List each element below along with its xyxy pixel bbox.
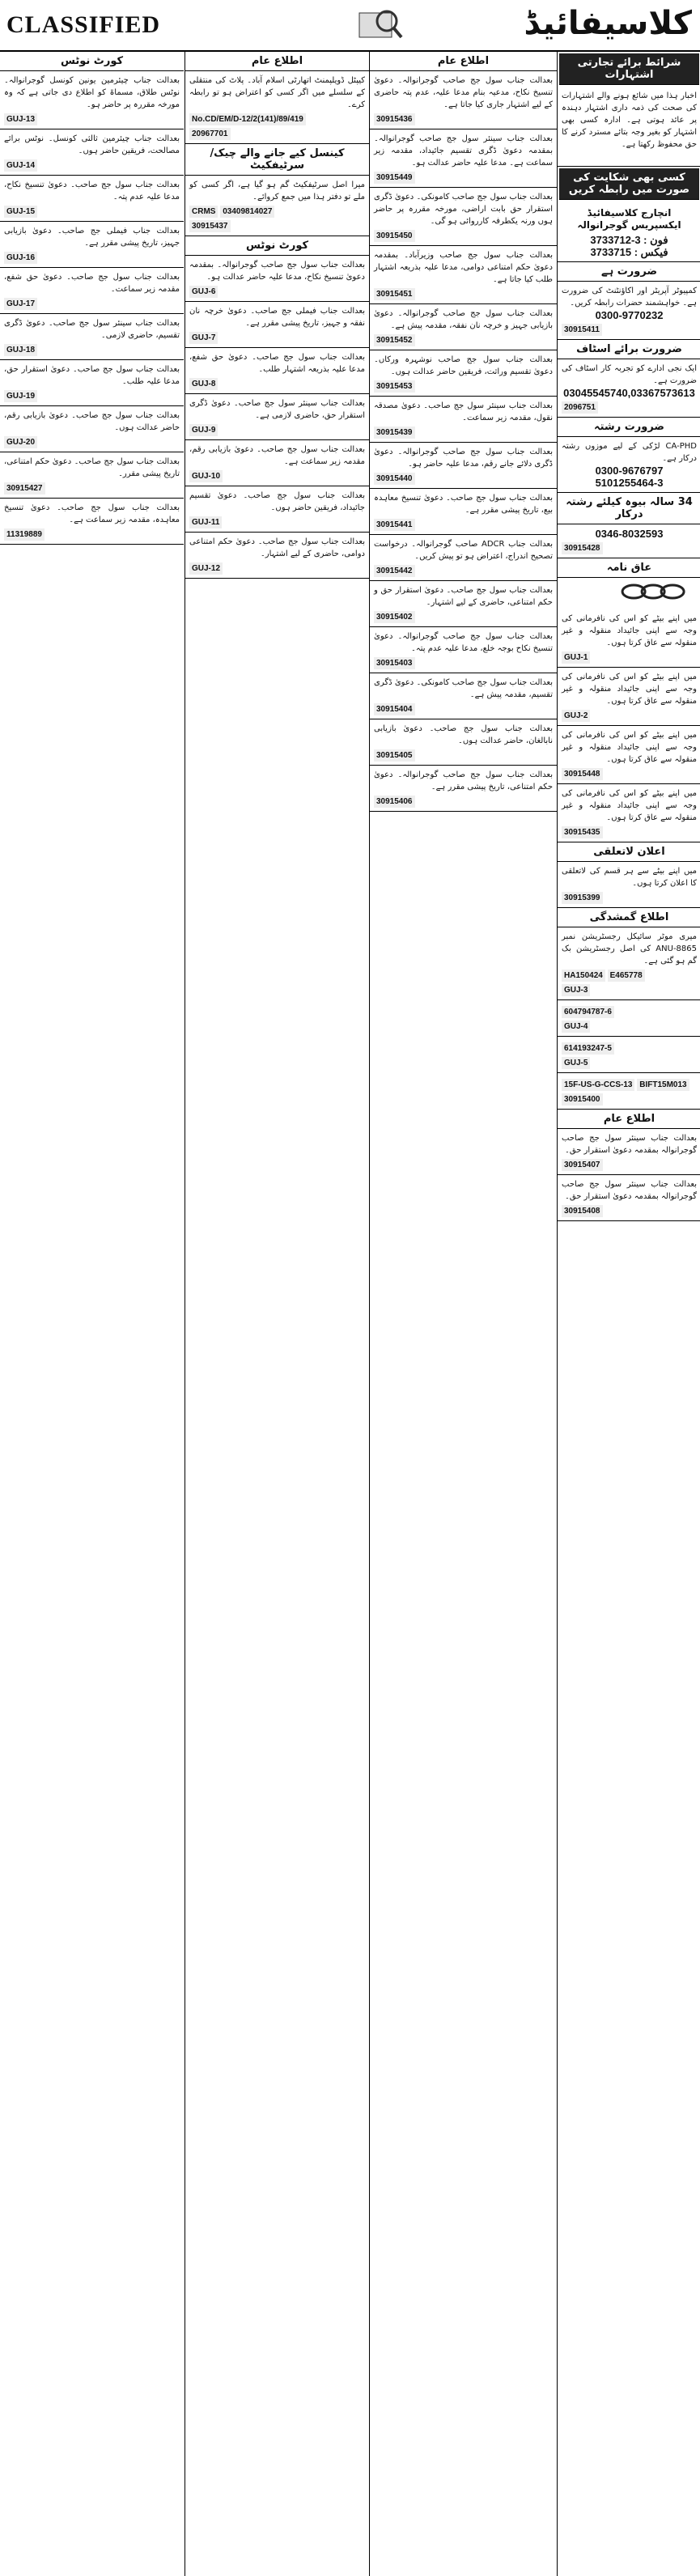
col3-ad-list xyxy=(185,256,369,579)
column-4 xyxy=(0,52,184,2576)
elan-ad: میں اپنے بیٹے سے ہر قسم کی لاتعلقی کا اعلان کرتا ہوں۔ 30915399 xyxy=(558,862,700,908)
col2-ad: بعدالت جناب سینئر سول جج صاحب گوجرانوالہ۔ بمقدمہ دعویٰ ڈگری تقسیم جائیداد، مقدمہ زیر سماعت ہے۔ مدعا علیہ حاضر عدالت ہو۔ 30915449 xyxy=(370,129,557,188)
col4-ad: بعدالت جناب فیملی جج صاحب۔ دعویٰ بازیابی جہیز، تاریخ پیشی مقرر ہے۔ GUJ-16 xyxy=(0,222,184,268)
aaq-ad: میں اپنے بیٹے کو اس کی نافرمانی کی وجہ سے اپنی جائیداد منقولہ و غیر منقولہ سے عاق کرتا ہوں۔ GUJ-1 xyxy=(558,609,700,668)
col2-ad: بعدالت جناب سول جج صاحب گوجرانوالہ۔ دعویٰ تنسیخ نکاح، مدعیہ بنام مدعا علیہ، عدم پتہ حاضری کے لیے اشتہار جاری کیا جاتا ہے۔ 30915436 xyxy=(370,71,557,129)
ad-code: GUJ-9 xyxy=(189,424,218,436)
col2-ad: بعدالت جناب سول جج صاحب گوجرانوالہ۔ دعویٰ ڈگری دلائے جانے رقم، مدعا علیہ حاضر ہو۔ 30915440 xyxy=(370,443,557,489)
col2-ad-list xyxy=(370,71,557,812)
col4-ad: بعدالت جناب سول جج صاحب۔ دعویٰ استقرار حق، مدعا علیہ طلب۔ GUJ-19 xyxy=(0,360,184,406)
col2-ad: بعدالت جناب سول جج صاحب۔ دعویٰ تنسیخ معاہدہ بیع، تاریخ پیشی مقرر ہے۔ 30915441 xyxy=(370,489,557,535)
ad-code: 30915406 xyxy=(374,796,415,808)
col2-ad: بعدالت جناب سول جج صاحب نوشہرہ ورکاں۔ دعویٰ تقسیم وراثت، فریقین حاضر عدالت ہوں۔ 30915453 xyxy=(370,350,557,397)
col2-ad: بعدالت جناب ADCR صاحب گوجرانوالہ۔ درخواست تصحیح اندراج، اعتراض ہو تو پیش کریں۔ 30915442 xyxy=(370,535,557,581)
ad-code: GUJ-12 xyxy=(189,562,223,575)
ad-code: GUJ-7 xyxy=(189,332,218,344)
lost-ad-2: 604794787-6 GUJ-4 xyxy=(558,1000,700,1037)
ad-code: GUJ-20 xyxy=(4,436,37,448)
notice-heading: اطلاع عام xyxy=(558,1110,700,1129)
ad-code: 30915440 xyxy=(374,473,415,485)
col2-ad: بعدالت جناب سول جج صاحب کامونکی۔ دعویٰ ڈگری استقرار حق بابت اراضی، مورخہ مقررہ پر حاضر ہوں ورنہ یکطرفہ کارروائی ہو گی۔ 30915450 xyxy=(370,188,557,246)
contact-heading: کسی بھی شکایت کی صورت میں رابطہ کریں xyxy=(559,168,699,200)
col4-ad: بعدالت جناب سول جج صاحب۔ دعویٰ حق شفع، مقدمہ زیر سماعت۔ GUJ-17 xyxy=(0,268,184,314)
col3-heading-3: کورٹ نوٹس xyxy=(185,236,369,256)
ad-code: 30915452 xyxy=(374,334,415,346)
staff-ad: ایک نجی ادارے کو تجربہ کار اسٹاف کی ضرورت ہے۔ 03045545740,03367573613 2096751 xyxy=(558,359,700,418)
col2-ad: بعدالت جناب سول جج صاحب۔ دعویٰ بازیابی نابالغان، حاضر عدالت ہوں۔ 30915405 xyxy=(370,719,557,766)
ad-code: 30915453 xyxy=(374,380,415,393)
col2-ad: بعدالت جناب سول جج صاحب کامونکی۔ دعویٰ ڈگری تقسیم، مقدمہ پیش ہے۔ 30915404 xyxy=(370,673,557,719)
col2-ad: بعدالت جناب سول جج صاحب گوجرانوالہ۔ دعویٰ تنسیخ نکاح بوجہ خلع، مدعا علیہ عدم پتہ۔ 30915403 xyxy=(370,627,557,673)
notice-ad: بعدالت جناب سینئر سول جج صاحب گوجرانوالہ بمقدمہ دعویٰ استقرار حق۔ 30915407 xyxy=(558,1129,700,1175)
ad-code: 30915403 xyxy=(374,657,415,669)
title-urdu: کلاسیفائیڈ xyxy=(524,5,692,42)
rishta-heading: ضرورت رشتہ xyxy=(558,418,700,437)
ad-code: GUJ-13 xyxy=(4,113,37,125)
column-1 xyxy=(557,52,700,2576)
col2-ad: بعدالت جناب سول جج صاحب گوجرانوالہ۔ دعویٰ بازیابی جہیز و خرچہ نان نفقہ، مقدمہ پیش ہے۔ 30915452 xyxy=(370,304,557,350)
ad-code: GUJ-16 xyxy=(4,252,37,264)
contact-box: انچارج کلاسیفائیڈ ایکسپریس گوجرانوالہ 3733712-3 : فون 3733715 : فیکس xyxy=(558,202,700,262)
col3-heading-2: کینسل کیے جانے والے چیک/سرٹیفکیٹ xyxy=(185,144,369,176)
aaq-ad-4: میں اپنے بیٹے کو اس کی نافرمانی کی وجہ سے اپنی جائیداد منقولہ و غیر منقولہ سے عاق کرتا ہوں۔ 30915435 xyxy=(558,784,700,842)
wanted-heading: ضرورت ہے xyxy=(558,262,700,282)
lost-ad-4: 15F-US-G-CCS-13 BIFT15M013 30915400 xyxy=(558,1073,700,1110)
newspaper-icon xyxy=(356,5,405,45)
ad-code: GUJ-19 xyxy=(4,390,37,402)
lost-ad-3: 614193247-5 GUJ-5 xyxy=(558,1037,700,1073)
ad-code: 30915442 xyxy=(374,565,415,577)
ad-code: 30915402 xyxy=(374,611,415,623)
col2-ad: بعدالت جناب سینئر سول جج صاحب۔ دعویٰ مصدقہ نقول، مقدمہ زیر سماعت۔ 30915439 xyxy=(370,397,557,443)
aaq-heading: عاق نامہ xyxy=(558,558,700,578)
col4-ad: بعدالت جناب سول جج صاحب۔ دعویٰ حکم امتناعی، تاریخ پیشی مقرر۔ 30915427 xyxy=(0,452,184,499)
col2-heading: اطلاع عام xyxy=(370,52,557,71)
wanted-ad: کمپیوٹر آپریٹر اور اکاؤنٹنٹ کی ضرورت ہے۔ خواہشمند حضرات رابطہ کریں۔ 0300-9770232 30915411 xyxy=(558,282,700,340)
ad-code: GUJ-8 xyxy=(189,378,218,390)
col4-ad: بعدالت جناب سول جج صاحب۔ دعویٰ بازیابی رقم، حاضر عدالت ہوں۔ GUJ-20 xyxy=(0,406,184,452)
rishta-ad: CA-PHD لڑکی کے لیے موزوں رشتہ درکار ہے۔ 0300-9676797 5101255464-3 xyxy=(558,437,700,493)
col4-ad: بعدالت جناب چیئرمین ثالثی کونسل۔ نوٹس برائے مصالحت، فریقین حاضر ہوں۔ GUJ-14 xyxy=(0,129,184,176)
ad-code: 11319889 xyxy=(4,528,45,541)
ad-code: GUJ-14 xyxy=(4,159,37,172)
page-header xyxy=(0,0,700,52)
cda-ad: کیپٹل ڈویلپمنٹ اتھارٹی اسلام آباد۔ پلاٹ کی منتقلی کے سلسلے میں اگر کسی کو اعتراض ہو تو رابطہ کرے۔ No.CD/EM/D-12/2(141)/89/419 20967701 xyxy=(185,71,369,144)
lost-ad: میری موٹر سائیکل رجسٹریشن نمبر ANU-8865 کی اصل رجسٹریشن بک گم ہو گئی ہے۔ HA150424 E465778 GUJ-3 xyxy=(558,927,700,1000)
rishta2-heading: 34 سالہ بیوہ کیلئے رشتہ درکار xyxy=(558,493,700,524)
col4-ad: بعدالت جناب سینئر سول جج صاحب۔ دعویٰ ڈگری تقسیم، حاضری لازمی۔ GUJ-18 xyxy=(0,314,184,360)
col3-heading-1: اطلاع عام xyxy=(185,52,369,71)
aaq-ad-3: میں اپنے بیٹے کو اس کی نافرمانی کی وجہ سے اپنی جائیداد منقولہ و غیر منقولہ سے عاق کرتا ہوں۔ 30915448 xyxy=(558,726,700,784)
ad-code: 30915450 xyxy=(374,230,415,242)
col4-ad-list xyxy=(0,71,184,545)
col3-ad: بعدالت جناب سول جج صاحب گوجرانوالہ۔ بمقدمہ دعویٰ تنسیخ نکاح، مدعا علیہ حاضر عدالت ہو۔ GUJ-6 xyxy=(185,256,369,302)
ad-code: 30915436 xyxy=(374,113,415,125)
column-2 xyxy=(369,52,557,2576)
col4-ad: بعدالت جناب سول جج صاحب۔ دعویٰ تنسیخ نکاح، مدعا علیہ عدم پتہ۔ GUJ-15 xyxy=(0,176,184,222)
ad-code: GUJ-15 xyxy=(4,206,37,218)
ad-code: 30915451 xyxy=(374,288,415,300)
ad-code: 30915439 xyxy=(374,427,415,439)
ad-code: GUJ-11 xyxy=(189,516,222,528)
col3-ad: بعدالت جناب سول جج صاحب۔ دعویٰ بازیابی رقم، مقدمہ زیر سماعت ہے۔ GUJ-10 xyxy=(185,440,369,486)
ad-code: 30915404 xyxy=(374,703,415,715)
col4-ad: بعدالت جناب چیئرمین یونین کونسل گوجرانوالہ۔ نوٹس طلاق، مسماۃ کو اطلاع دی جاتی ہے کہ وہ مورخہ مقررہ پر حاضر ہو۔ GUJ-13 xyxy=(0,71,184,129)
ad-code: GUJ-18 xyxy=(4,344,37,356)
col3-ad: بعدالت جناب فیملی جج صاحب۔ دعویٰ خرچہ نان نفقہ و جہیز، تاریخ پیشی مقرر ہے۔ GUJ-7 xyxy=(185,302,369,348)
ad-code: 30915427 xyxy=(4,482,45,494)
ad-code: 30915405 xyxy=(374,749,415,762)
col2-ad: بعدالت جناب سول جج صاحب۔ دعویٰ استقرار حق و حکم امتناعی، حاضری کے لیے اشتہار۔ 30915402 xyxy=(370,581,557,627)
ad-code: GUJ-10 xyxy=(189,470,223,482)
ad-code: GUJ-17 xyxy=(4,298,37,310)
ad-code: GUJ-6 xyxy=(189,286,218,298)
col3-ad: بعدالت جناب سول جج صاحب۔ دعویٰ حکم امتناعی دوامی، حاضری کے لیے اشتہار۔ GUJ-12 xyxy=(185,533,369,579)
ad-code: 30915441 xyxy=(374,519,415,531)
aaq-ad-2: میں اپنے بیٹے کو اس کی نافرمانی کی وجہ سے اپنی جائیداد منقولہ و غیر منقولہ سے عاق کرتا ہوں۔ GUJ-2 xyxy=(558,668,700,726)
col3-ad: بعدالت جناب سول جج صاحب۔ دعویٰ حق شفع، مدعا علیہ بذریعہ اشتہار طلب۔ GUJ-8 xyxy=(185,348,369,394)
col3-ad: بعدالت جناب سول جج صاحب۔ دعویٰ تقسیم جائیداد، فریقین حاضر ہوں۔ GUJ-11 xyxy=(185,486,369,533)
phone-value: 3733712-3 xyxy=(590,234,641,246)
fax-value: 3733715 xyxy=(590,246,632,258)
rishta2-ad: 0346-8032593 30915428 xyxy=(558,524,700,558)
col3-ad: بعدالت جناب سینئر سول جج صاحب۔ دعویٰ ڈگری استقرار حق، حاضری لازمی ہے۔ GUJ-9 xyxy=(185,394,369,440)
col2-ad: بعدالت جناب سول جج صاحب گوجرانوالہ۔ دعویٰ حکم امتناعی، تاریخ پیشی مقرر ہے۔ 30915406 xyxy=(370,766,557,812)
column-3 xyxy=(185,52,369,2576)
col4-ad: بعدالت جناب سول جج صاحب۔ دعویٰ تنسیخ معاہدہ، مقدمہ زیر سماعت ہے۔ 11319889 xyxy=(0,499,184,545)
elan-heading: اعلان لاتعلقی xyxy=(558,842,700,862)
classified-page xyxy=(0,52,700,2576)
title-english: CLASSIFIED xyxy=(6,11,161,38)
chain-icon xyxy=(615,581,700,602)
staff-heading: ضرورت برائے اسٹاف xyxy=(558,340,700,359)
lost-heading: اطلاع گمشدگی xyxy=(558,908,700,927)
terms-heading: شرائط برائے تجارتی اشتہارات xyxy=(559,53,699,85)
notice-ad-2: بعدالت جناب سینئر سول جج صاحب گوجرانوالہ بمقدمہ دعویٰ استقرار حق۔ 30915408 xyxy=(558,1175,700,1221)
col4-heading: کورٹ نوٹس xyxy=(0,52,184,71)
terms-ad: اخبار ہذا میں شائع ہونے والے اشتہارات کی صحت کی ذمہ داری اشتہار دہندہ پر عائد ہوتی ہے۔ ادارہ کسی بھی اشتہار کو بغیر وجہ بتائے مسترد کرنے کا حق محفوظ رکھتا ہے۔ xyxy=(558,87,700,167)
cheque-ad: میرا اصل سرٹیفکیٹ گم ہو گیا ہے، اگر کسی کو ملے تو دفتر ہذا میں جمع کروائے۔ CRMS 03409814027 30915437 xyxy=(185,176,369,236)
ad-code: 30915449 xyxy=(374,172,415,184)
col2-ad: بعدالت جناب سول جج صاحب وزیرآباد۔ بمقدمہ دعویٰ حکم امتناعی دوامی، مدعا علیہ بذریعہ اشتہار طلب کیا جاتا ہے۔ 30915451 xyxy=(370,246,557,304)
